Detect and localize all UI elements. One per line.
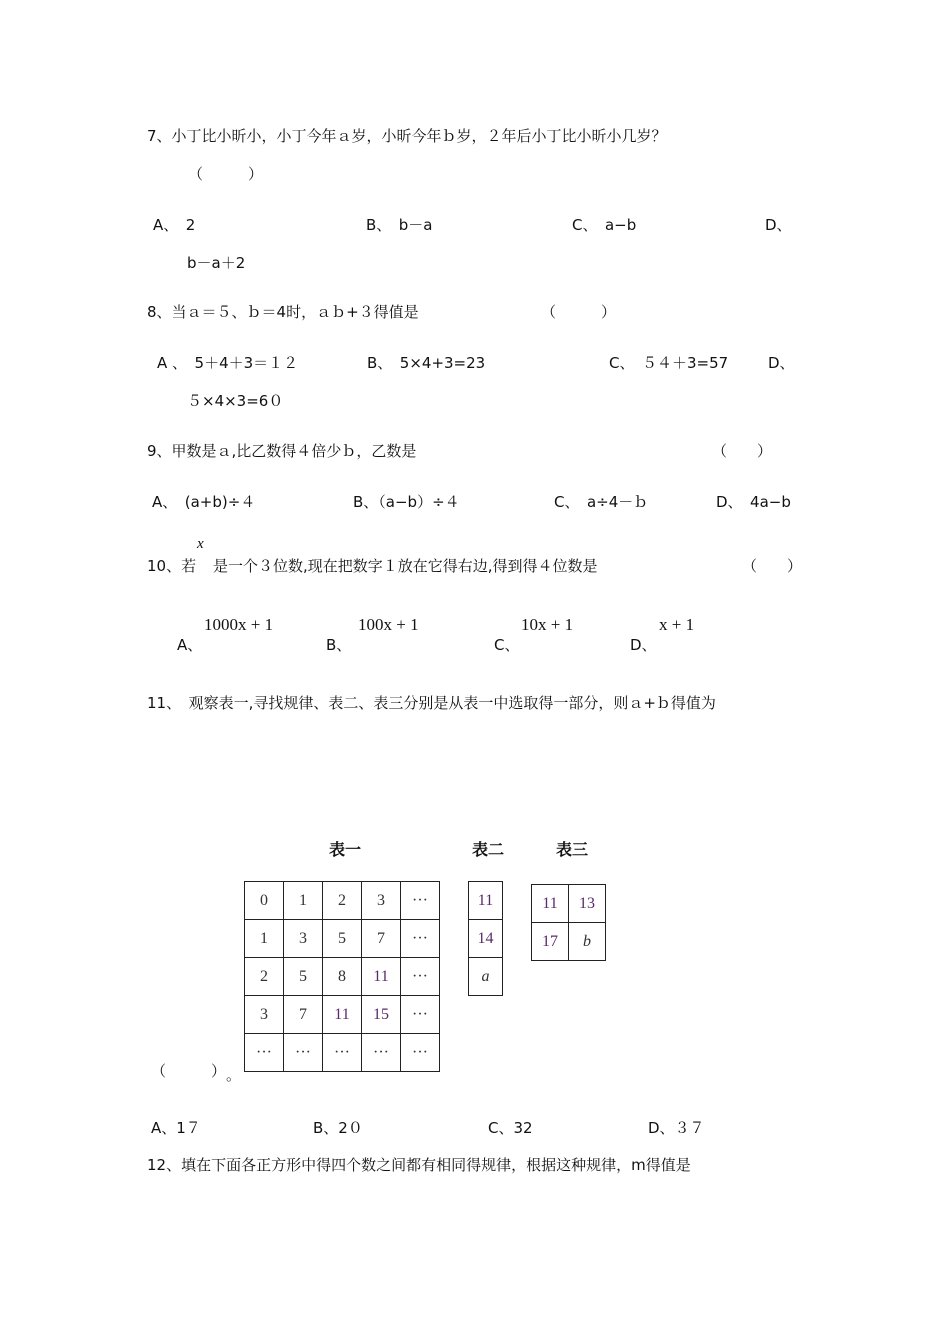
table-cell: 0 xyxy=(245,882,284,920)
q10-expr-b: 100x + 1 xyxy=(358,615,419,634)
table-row xyxy=(245,996,440,1034)
table-row xyxy=(245,920,440,958)
q10-letter-d: D、 xyxy=(630,636,657,654)
table2-grid xyxy=(468,881,503,996)
table-cell: ··· xyxy=(401,996,440,1034)
q10-letter-a: A、 xyxy=(177,636,203,654)
table2-caption: 表二 xyxy=(472,840,505,859)
q10-letter-b: B、 xyxy=(326,636,352,654)
q8-option-d-value: ５×4×3=6０ xyxy=(187,392,284,410)
table-cell: 3 xyxy=(362,882,401,920)
q11-option-a: A、1７ xyxy=(151,1119,201,1137)
q7-answer-paren: （ ） xyxy=(188,165,264,183)
table-cell: ··· xyxy=(245,1034,284,1072)
q9-option-d: D、 4a−b xyxy=(716,493,791,511)
q10-expr-c: 10x + 1 xyxy=(521,615,574,634)
q12-stem: 12、填在下面各正方形中得四个数之间都有相同得规律，根据这种规律，m得值是 xyxy=(147,1156,691,1174)
table-cell: 3 xyxy=(284,920,323,958)
table-row xyxy=(245,1034,440,1072)
table-row xyxy=(532,923,606,961)
q7-stem: 7、小丁比小昕小，小丁今年ａ岁，小昕今年ｂ岁，２年后小丁比小昕小几岁？ xyxy=(147,127,667,145)
table-cell: 14 xyxy=(469,920,503,958)
q8-option-d-label: D、 xyxy=(768,354,795,372)
q8-option-c: C、 ５４＋3=57 xyxy=(609,354,729,372)
table-cell: 11 xyxy=(532,885,569,923)
table-cell: 13 xyxy=(569,885,606,923)
table-cell: ··· xyxy=(401,882,440,920)
q9-answer-paren: （ ） xyxy=(712,442,773,460)
table-cell: 2 xyxy=(245,958,284,996)
table-row xyxy=(245,958,440,996)
table-cell: 15 xyxy=(362,996,401,1034)
table1-caption: 表一 xyxy=(329,840,362,859)
table1-grid xyxy=(244,881,440,1072)
q10-stem: 是一个３位数,现在把数字１放在它得右边,得到得４位数是 xyxy=(213,557,598,575)
q10-stem-prefix: 10、若 xyxy=(147,557,197,575)
q11-option-c: C、32 xyxy=(488,1119,533,1137)
table-cell: ··· xyxy=(284,1034,323,1072)
table3-caption: 表三 xyxy=(556,840,589,859)
q7-option-a: A、 2 xyxy=(153,216,196,234)
table-cell: 5 xyxy=(284,958,323,996)
table-cell: 11 xyxy=(469,882,503,920)
table-row xyxy=(469,958,503,996)
table-row xyxy=(469,882,503,920)
q11-answer-tail: 。 xyxy=(226,1066,242,1084)
table-cell: ··· xyxy=(323,1034,362,1072)
table-row xyxy=(469,920,503,958)
q9-option-c: C、 a÷4－ｂ xyxy=(554,493,649,511)
table-cell: 8 xyxy=(323,958,362,996)
table3-grid xyxy=(531,884,606,961)
q11-option-d: D、３７ xyxy=(648,1119,705,1137)
table-cell: ··· xyxy=(362,1034,401,1072)
q10-expr-d: x + 1 xyxy=(659,615,695,634)
q8-option-a: A 、 5＋4＋3＝１２ xyxy=(157,354,299,372)
q10-answer-paren: （ ） xyxy=(742,557,803,575)
q8-stem: 8、当ａ＝５、ｂ＝4时，ａｂ+３得值是 xyxy=(147,303,419,321)
q11-option-b: B、2０ xyxy=(313,1119,363,1137)
table-cell: 1 xyxy=(245,920,284,958)
q9-option-b: B、（a−b）÷４ xyxy=(353,493,460,511)
q8-option-b: B、 5×4+3=23 xyxy=(367,354,486,372)
q7-option-d-label: D、 xyxy=(765,216,792,234)
q11-answer-paren: （ ） xyxy=(151,1062,227,1080)
q10-expr-a: 1000x + 1 xyxy=(204,615,274,634)
q11-stem: 11、 观察表一,寻找规律、表二、表三分别是从表一中选取得一部分，则ａ+ｂ得值为 xyxy=(147,694,716,712)
q7-option-b: B、 b－a xyxy=(366,216,433,234)
q10-variable-x: x xyxy=(197,536,204,552)
table-cell: 7 xyxy=(284,996,323,1034)
q8-answer-paren: （ ） xyxy=(541,303,617,321)
table-cell: ··· xyxy=(401,1034,440,1072)
q9-option-a: A、 (a+b)÷４ xyxy=(152,493,256,511)
table-cell: ··· xyxy=(401,920,440,958)
table-cell: 7 xyxy=(362,920,401,958)
q10-letter-c: C、 xyxy=(494,636,520,654)
table-cell: 17 xyxy=(532,923,569,961)
q9-stem: 9、甲数是ａ,比乙数得４倍少ｂ，乙数是 xyxy=(147,442,417,460)
table-cell: b xyxy=(569,923,606,961)
table-cell: 3 xyxy=(245,996,284,1034)
table-cell: ··· xyxy=(401,958,440,996)
table-row xyxy=(245,882,440,920)
table-cell: 2 xyxy=(323,882,362,920)
q7-option-c: C、 a−b xyxy=(572,216,637,234)
q7-option-d-value: b－a＋2 xyxy=(187,254,246,272)
table-cell: 1 xyxy=(284,882,323,920)
table-cell: a xyxy=(469,958,503,996)
table-cell: 11 xyxy=(323,996,362,1034)
table-cell: 11 xyxy=(362,958,401,996)
table-row xyxy=(532,885,606,923)
table-cell: 5 xyxy=(323,920,362,958)
